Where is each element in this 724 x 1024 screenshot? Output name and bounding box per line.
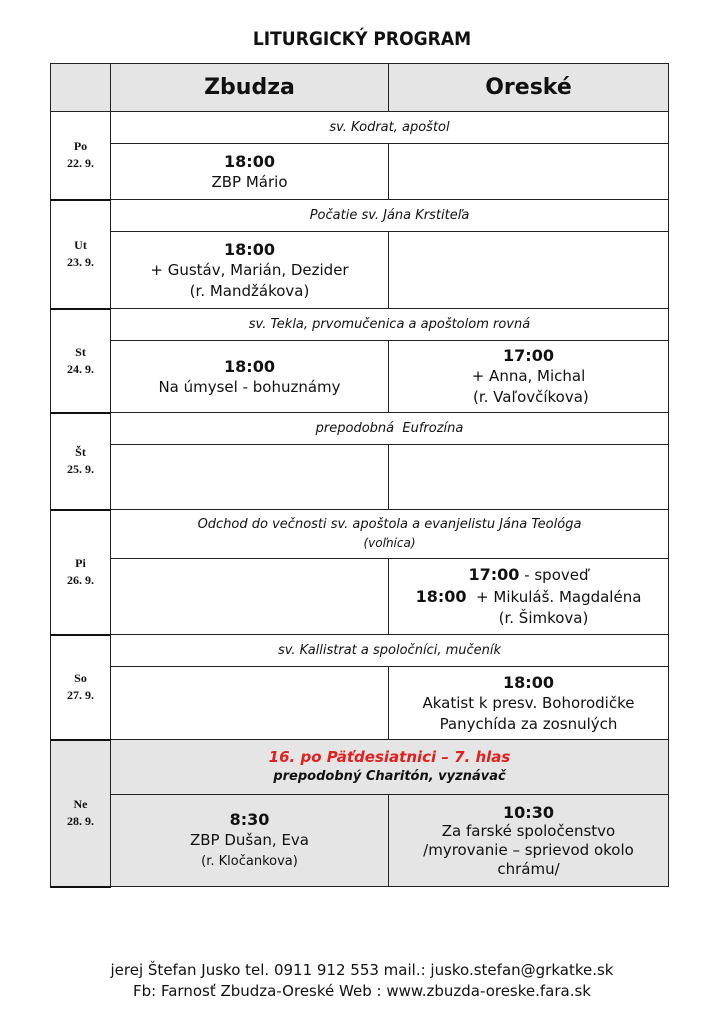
feast-name: sv. Kodrat, apoštol — [111, 112, 669, 144]
service-family: (r. Vaľovčíkova) — [468, 388, 589, 406]
zbudza-service — [111, 795, 389, 887]
contact-line: jerej Štefan Jusko tel. 0911 912 553 mail.: jusko.stefan@grkatke.sk — [110, 961, 614, 979]
day-name: Št — [75, 445, 86, 459]
service-row — [51, 341, 669, 413]
feast-name: sv. Tekla, prvomučenica a apoštolom rovná — [111, 309, 669, 341]
day-name: Ut — [74, 238, 87, 252]
service-intention: Na úmysel - bohuznámy — [158, 377, 341, 396]
liturgical-schedule-table — [50, 63, 669, 888]
service-entry — [389, 564, 668, 586]
day-date: 25. 9. — [67, 462, 94, 476]
service-time: 18:00 — [224, 151, 275, 171]
day-date: 22. 9. — [67, 156, 94, 171]
header-row — [51, 64, 669, 112]
day-date: 23. 9. — [67, 255, 94, 269]
oreske-service — [389, 667, 669, 740]
feast-row — [51, 200, 669, 232]
date-cell — [51, 740, 111, 887]
date-cell — [51, 309, 111, 413]
date-cell — [51, 635, 111, 740]
day-date: 26. 9. — [67, 573, 94, 587]
column-header-zbudza: Zbudza — [111, 64, 389, 112]
day-date: 27. 9. — [67, 688, 94, 702]
feast-name: sv. Kallistrat a spoločníci, mučeník — [111, 635, 669, 667]
service-intention: + Gustáv, Marián, Dezider — [150, 260, 349, 279]
header-empty-cell — [51, 64, 111, 112]
service-row — [51, 144, 669, 200]
zbudza-service — [111, 559, 389, 635]
service-time: 10:30 — [503, 802, 554, 822]
contact-footer — [0, 960, 724, 1002]
service-row — [51, 559, 669, 635]
service-row — [51, 667, 669, 740]
service-time: 18:00 — [415, 587, 467, 606]
service-entry — [389, 586, 668, 608]
sunday-title: 16. po Päťdesiatnici – 7. hlas — [268, 748, 511, 766]
oreske-service — [389, 144, 669, 200]
oreske-service — [389, 445, 669, 510]
zbudza-service — [111, 445, 389, 510]
day-name: St — [75, 344, 86, 359]
service-row — [51, 445, 669, 510]
zbudza-service — [111, 232, 389, 309]
feast-row — [51, 112, 669, 144]
service-time: 17:00 — [503, 346, 554, 365]
feast-row — [51, 740, 669, 795]
feast-name — [111, 510, 669, 559]
feast-note: (voľnica) — [363, 536, 416, 550]
service-family: (r. Mandžákova) — [189, 281, 310, 300]
oreske-service — [389, 559, 669, 635]
day-name: Pi — [75, 556, 86, 570]
service-time: 8:30 — [229, 810, 270, 829]
feast-name-line: prepodobný Charitón, vyznávač — [273, 769, 506, 784]
service-intention: Za farské spoločenstvo — [441, 821, 616, 840]
service-family: (r. Kločankova) — [201, 854, 298, 869]
zbudza-service — [111, 144, 389, 200]
service-time: 17:00 — [468, 565, 520, 584]
service-note: /myrovanie – sprievod okolo — [423, 840, 634, 859]
feast-name-line: Odchod do večnosti sv. apoštola a evanjelistu Jána Teológa — [197, 517, 582, 532]
feast-row — [51, 635, 669, 667]
page-title: LITURGICKÝ PROGRAM — [252, 28, 472, 50]
feast-name: prepodobná Eufrozína — [111, 413, 669, 445]
zbudza-service — [111, 341, 389, 413]
service-row — [51, 232, 669, 309]
oreske-service — [389, 795, 669, 887]
zbudza-service — [111, 667, 389, 740]
day-name: Ne — [73, 797, 88, 811]
service-time: 18:00 — [224, 239, 275, 259]
service-time: 18:00 — [224, 356, 275, 376]
service-intention: + Mikuláš. Magdaléna — [466, 588, 642, 606]
day-date: 24. 9. — [67, 361, 94, 376]
date-cell — [51, 112, 111, 200]
service-intention: + Anna, Michal — [471, 367, 586, 385]
day-name: So — [74, 671, 87, 685]
feast-row — [51, 510, 669, 559]
oreske-service — [389, 232, 669, 309]
service-intention: ZBP Dušan, Eva — [189, 831, 310, 849]
day-date: 28. 9. — [67, 814, 94, 828]
service-note: - spoveď — [519, 566, 589, 584]
service-intention: ZBP Mário — [211, 172, 288, 191]
day-name: Po — [73, 139, 88, 154]
column-header-oreske: Oreské — [389, 64, 669, 112]
feast-name: Počatie sv. Jána Krstiteľa — [111, 200, 669, 232]
feast-row — [51, 413, 669, 445]
service-line: Panychída za zosnulých — [439, 714, 618, 733]
service-family: (r. Šimkova) — [498, 609, 589, 627]
oreske-service — [389, 341, 669, 413]
feast-name — [111, 740, 669, 795]
feast-row — [51, 309, 669, 341]
date-cell — [51, 510, 111, 635]
service-line: Akatist k presv. Bohorodičke — [422, 693, 635, 712]
service-note: chrámu/ — [497, 859, 560, 878]
service-time: 18:00 — [503, 672, 554, 692]
web-line: Fb: Farnosť Zbudza-Oreské Web : www.zbuzda-oreske.fara.sk — [133, 982, 591, 1000]
date-cell — [51, 413, 111, 510]
date-cell — [51, 200, 111, 309]
service-row — [51, 795, 669, 887]
